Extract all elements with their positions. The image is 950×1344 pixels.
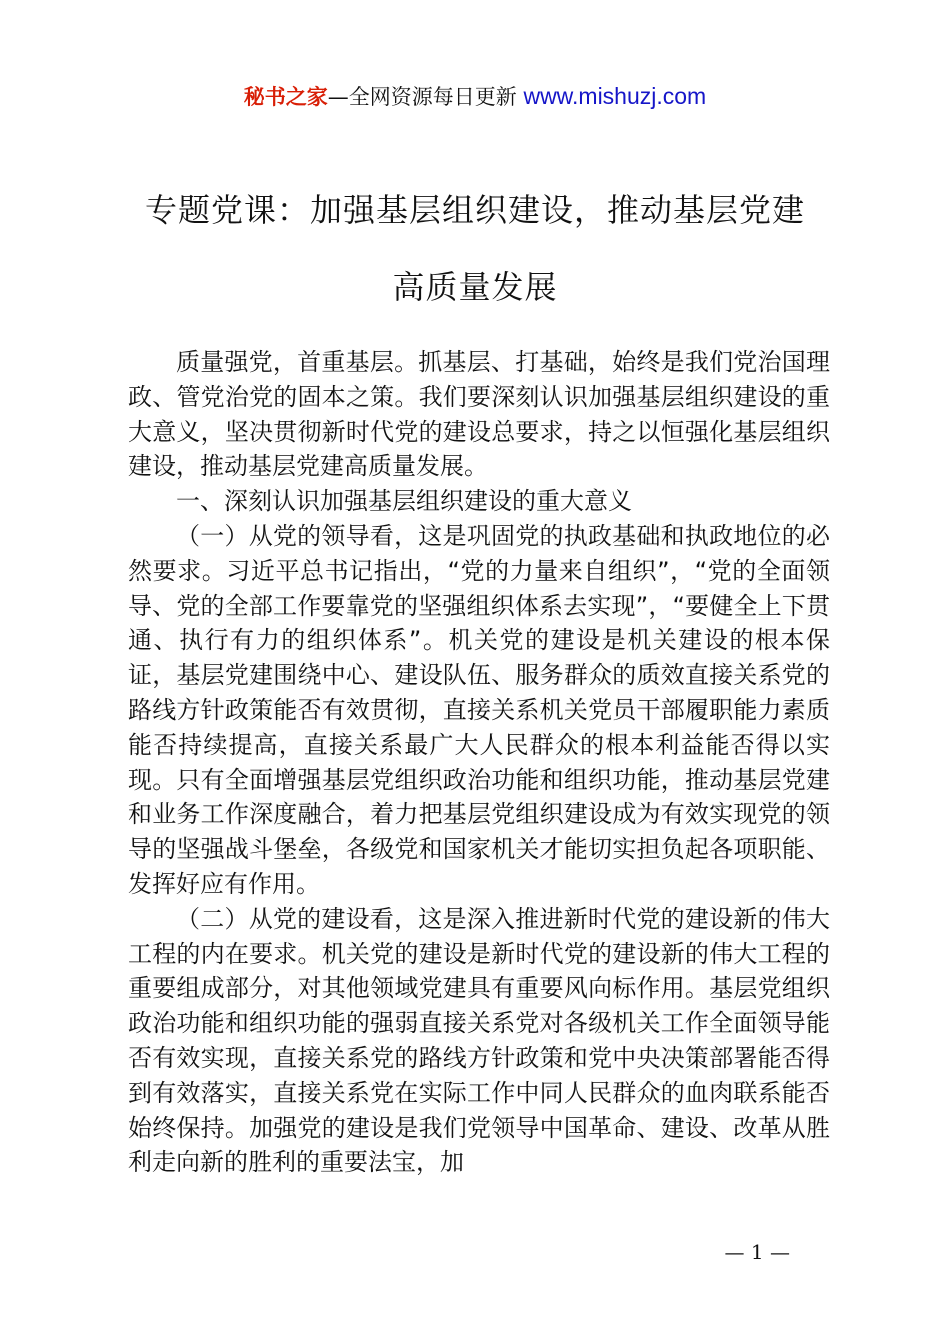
body-paragraph: （二）从党的建设看，这是深入推进新时代党的建设新的伟大工程的内在要求。机关党的建设是新时代党的建设新的伟大工程的重要组成部分，对其他领域党建具有重要风向标作用。基层党组织政治功能和组织功能的强弱直接关系党对各级机关工作全面领导能否有效实现，直接关系党的路线方针政策和党中央决策部署能否得到有效落实，直接关系党在实际工作中同人民群众的血肉联系能否始终保持。加强党的建设是我们党领导中国革命、建设、改革从胜利走向新的胜利的重要法宝，加 xyxy=(128,904,830,1177)
intro-paragraph: 质量强党，首重基层。抓基层、打基础，始终是我们党治国理政、管党治党的固本之策。我们要深刻认识加强基层组织建设的重大意义，坚决贯彻新时代党的建设总要求，持之以恒强化基层组织建设，推动基层党建高质量发展。 xyxy=(128,348,830,481)
title-line-1: 专题党课：加强基层组织建设，推动基层党建 xyxy=(144,191,805,229)
body-paragraph: （一）从党的领导看，这是巩固党的执政基础和执政地位的必然要求。习近平总书记指出，“党的力量来自组织”，“党的全面领导、党的全部工作要靠党的坚强组织体系去实现”，“要健全上下贯通、执行有力的组织体系”。机关党的建设是机关建设的根本保证，基层党建围绕中心、建设队伍、服务群众的质效直接关系党的路线方针政策能否有效贯彻，直接关系机关党员干部履职能力素质能否持续提高，直接关系最广大人民群众的根本利益能否得以实现。只有全面增强基层党组织政治功能和组织功能，推动基层党建和业务工作深度融合，着力把基层党组织建设成为有效实现党的领导的坚强战斗堡垒，各级党和国家机关才能切实担负起各项职能、发挥好应有作用。 xyxy=(128,521,830,898)
site-header xyxy=(0,81,950,112)
title-line-2: 高质量发展 xyxy=(392,268,558,306)
site-tagline: —全网资源每日更新 xyxy=(327,85,524,109)
site-url-link[interactable]: www.mishuzj.com xyxy=(523,83,707,109)
page-number: — 1 — xyxy=(724,1240,790,1264)
document-body xyxy=(128,345,830,1180)
section-heading: 一、深刻认识加强基层组织建设的重大意义 xyxy=(176,487,632,516)
document-title xyxy=(110,188,840,310)
site-brand: 秘书之家 xyxy=(243,85,328,109)
